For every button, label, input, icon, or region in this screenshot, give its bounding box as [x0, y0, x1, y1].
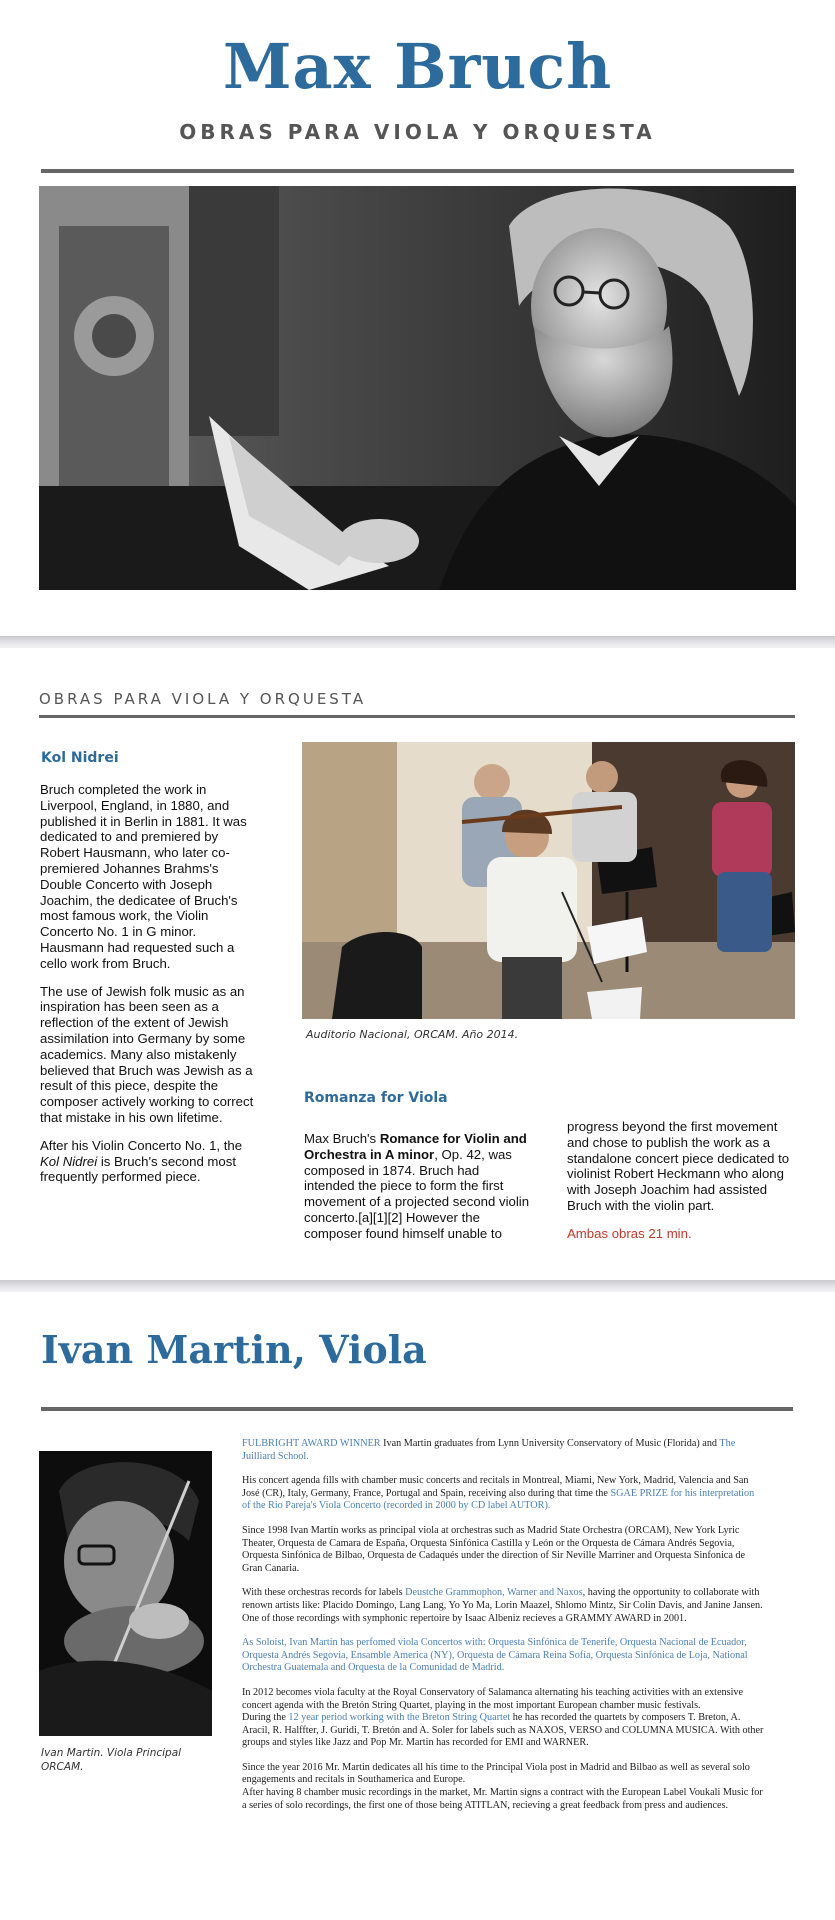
sgae-prize: SGAE PRIZE for his interpretation of the Rio Pareja's Viola Concerto (recorded in 2000 by CD label AUTOR). — [242, 1487, 755, 1512]
bio-p7b-text: After having 8 chamber music recordings in the market, Mr. Martin signs a contract with the European Label Voukali Music for a series of solo recordings, the first one of those being ATITLAN, recieving a great feedback from press and audiences. — [242, 1787, 763, 1811]
bio-p7-text: Since the year 2016 Mr. Martin dedicates all his time to the Principal Viola post in Madrid and Bilbao as well as several solo engagements and recitals in Southamerica and Europe. — [242, 1761, 750, 1786]
section-heading: OBRAS PARA VIOLA Y ORQUESTA — [39, 690, 367, 708]
header-divider — [41, 169, 794, 173]
romanza-work-title: Romance for Violin and Orchestra in A minor — [304, 1131, 527, 1162]
record-labels: Deustche Grammophon, Warner and Naxos — [405, 1587, 583, 1599]
ivan-martin-photo — [39, 1451, 212, 1736]
romanza-text-b: , Op. 42, was composed in 1874. Bruch had intended the piece to form the first movement of a projected second violin concerto.[a][1][2] However the composer found himself unable to — [304, 1146, 530, 1241]
kol-nidrei-text — [40, 782, 255, 1197]
fulbright-award: FULBRIGHT AWARD WINNER — [242, 1438, 381, 1449]
kol-nidrei-p3-a: After his Violin Concerto No. 1, the — [40, 1137, 243, 1153]
breton-quartet: 12 year period working with the Breton String Quartet — [288, 1712, 511, 1724]
kol-nidrei-p3 — [40, 1138, 255, 1185]
romanza-text-col1 — [304, 1131, 532, 1242]
ivan-photo-caption-line1: Ivan Martin. Viola Principal — [41, 1747, 182, 1759]
kol-nidrei-title: Kol Nidrei — [41, 750, 119, 766]
bio-p7 — [242, 1762, 765, 1812]
kol-nidrei-p3-b: is Bruch's second most frequently performed piece. — [40, 1153, 237, 1185]
bio-p4-b: , having the opportunity to collaborate with renown artists like: Placido Domingo, Lang Lang, Yo Yo Ma, Lorin Maazel, Shlomo Mintz, Sir Colin Davis, and Janine Jansen. One of those recordings with symphonic repertoire by Isaac Albeniz recieves a GRAMMY AWARD in 2001. — [242, 1587, 763, 1624]
orchestra-photo — [302, 742, 795, 1019]
kol-nidrei-p2: The use of Jewish folk music as an inspiration has been seen as a reflection of the extent of Jewish assimilation into Germany by some academics. Many also mistakenly believed that Bruch was Jewish as a result of this piece, despite the composer actively working to correct that mistake in his own lifetime. — [40, 983, 254, 1125]
orchestra-photo-caption: Auditorio Nacional, ORCAM. Año 2014. — [306, 1028, 519, 1041]
bio-p2 — [242, 1475, 765, 1513]
kol-nidrei-p1: Bruch completed the work in Liverpool, England, in 1880, and published it in Berlin in 1881. It was dedicated to and premiered by Robert Hausmann, who later co-premiered Johannes Brahms's Double Concerto with Joseph Joachim, the dedicatee of Bruch's most famous work, the Violin Concerto No. 1 in G minor. Hausmann had requested such a cello work from Bruch. — [40, 782, 247, 971]
romanza-text-a: Max Bruch's — [304, 1131, 380, 1146]
bio-p6 — [242, 1687, 765, 1750]
bio-p6b-a: During the — [242, 1712, 289, 1724]
ivan-section-rule — [41, 1407, 793, 1411]
bio-p1-text: Ivan Martin graduates from Lynn University Conservatory of Music (Florida) and — [380, 1438, 720, 1449]
bio-p4 — [242, 1587, 765, 1625]
ivan-martin-title: Ivan Martin, Viola — [41, 1327, 427, 1372]
ivan-photo-illustration — [39, 1451, 212, 1736]
ivan-martin-biography — [242, 1438, 765, 1824]
bio-p1 — [242, 1438, 765, 1463]
juilliard-link: The Juilliard School. — [242, 1438, 736, 1462]
page-subtitle: OBRAS PARA VIOLA Y ORQUESTA — [179, 120, 656, 144]
section-divider — [0, 1280, 835, 1292]
bio-p3: Since 1998 Ivan Martin works as principal viola at orchestras such as Madrid State Orchestra (ORCAM), New York Lyric Theater, Orquesta de Camara de España, Orquesta Sinfónica Castilla y León or the Orquesta de Cámara Andrés Segovia, Orquesta Sinfónica de Bilbao, Orquesta de Cadaqués under the direction of Sir Neville Marriner and Orquesta Sinfonica de Gran Canaria. — [242, 1524, 745, 1574]
kol-nidrei-p3-em: Kol Nidrei — [40, 1153, 98, 1169]
romanza-text-col2: progress beyond the first movement and chose to publish the work as a standalone concert piece dedicated to violinist Robert Heckmann who along with Joseph Joachim had assisted Bruch with the violin part. — [567, 1119, 790, 1213]
portrait-illustration — [39, 186, 796, 590]
bio-p6-text: In 2012 becomes viola faculty at the Royal Conservatory of Salamanca alternating his teaching activities with an extensive concert agenda with the Bretón String Quartet, playing in the most important European chamber music festivals. — [242, 1686, 744, 1711]
section-divider — [0, 636, 835, 648]
bio-p6b-b: he has recorded the quartets by composers T. Breton, A. Aracil, R. Halffter, J. Guridi, T. Bretón and A. Soler for labels such as NAXOS, VERSO and COLUMNA MUSICA. With other groups and styles like Jazz and Pop Mr. Martin has recorded for EMI and WARNER. — [242, 1712, 764, 1749]
ivan-photo-caption — [41, 1746, 221, 1774]
duration-note: Ambas obras 21 min. — [567, 1226, 692, 1241]
max-bruch-portrait — [39, 186, 796, 590]
bio-p5-soloist: As Soloist, Ivan Martin has perfomed viola Concertos with: Orquesta Sinfónica de Tenerife, Orquesta Nacional de Ecuador, Orquesta Andrés Segovia, Ensamble America (NY), Orquesta de Cámara Reina Sofía, Orquesta Sinfónica de Loja, National Orchestra Guatemala and Orquesta de la Comunidad de Madrid. — [242, 1637, 748, 1674]
section-rule — [39, 715, 795, 718]
ivan-photo-caption-line2: ORCAM. — [41, 1761, 84, 1773]
bio-p4-a: With these orchestras records for labels — [242, 1587, 406, 1599]
page-title: Max Bruch — [222, 30, 613, 103]
bio-p2-text: His concert agenda fills with chamber music concerts and recitals in Montreal, Miami, New York, Madrid, Valencia and San José (CR), Italy, Germany, France, Portugal and Spain, receiving also during that time the — [242, 1475, 749, 1499]
orchestra-illustration — [302, 742, 795, 1019]
romanza-title: Romanza for Viola — [304, 1090, 448, 1106]
